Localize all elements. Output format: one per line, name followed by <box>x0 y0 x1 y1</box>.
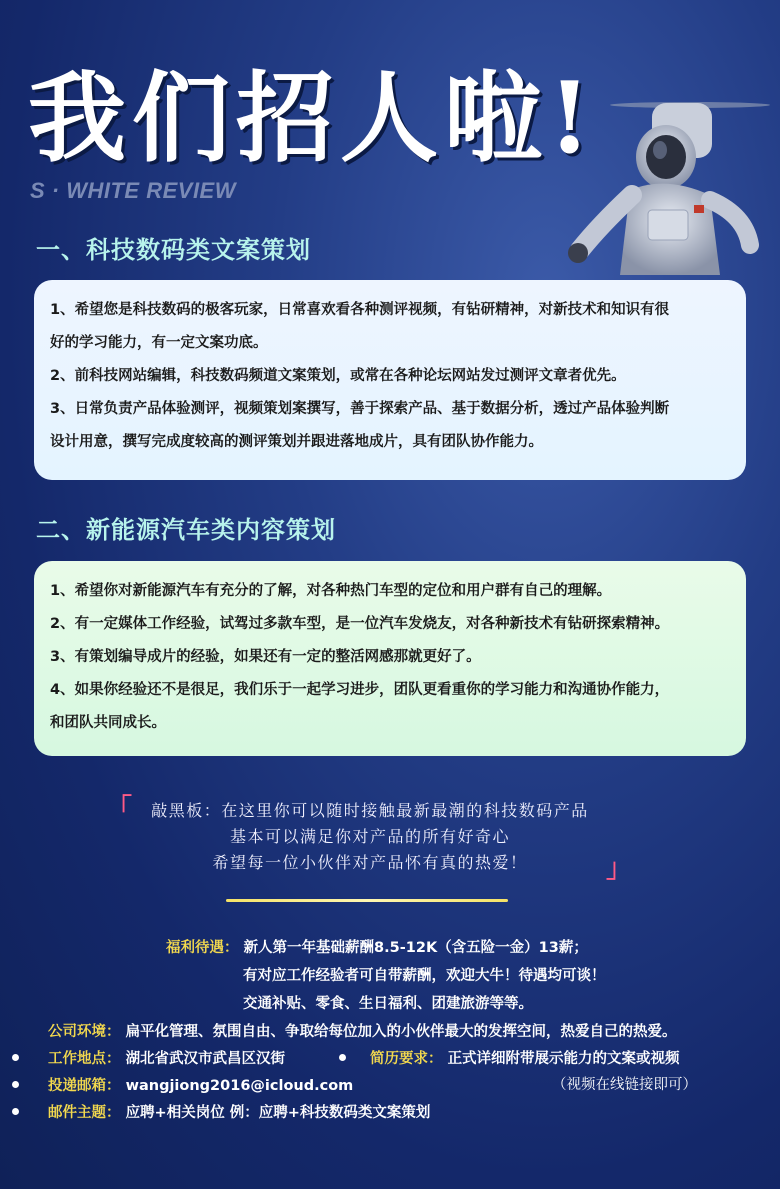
section-title-ev: 二、新能源汽车类内容策划 <box>36 516 336 544</box>
location-row <box>48 1047 285 1068</box>
requirement-line: 和团队共同成长。 <box>50 715 166 731</box>
quote-block <box>110 798 630 880</box>
bullet-dot-icon <box>339 1054 346 1061</box>
requirement-line: 3、有策划编导成片的经验，如果还有一定的整活网感那就更好了。 <box>50 649 481 665</box>
welfare-label: 福利待遇： <box>166 940 239 956</box>
quote-open-mark-icon: 「 <box>106 794 133 824</box>
subject-label: 邮件主题： <box>48 1105 121 1121</box>
resume-value: 正式详细附带展示能力的文案或视频 <box>447 1051 680 1067</box>
environment-row <box>48 1020 677 1041</box>
requirement-line: 2、前科技网站编辑，科技数码频道文案策划，或常在各种论坛网站发过测评文章者优先。 <box>50 368 626 384</box>
requirement-line: 设计用意，撰写完成度较高的测评策划并跟进落地成片，具有团队协作能力。 <box>50 434 543 450</box>
resume-note: （视频在线链接即可） <box>552 1077 697 1093</box>
requirement-line: 2、有一定媒体工作经验，试驾过多款车型，是一位汽车发烧友，对各种新技术有钻研探索精神。 <box>50 616 670 632</box>
quote-line: 敲黑板：在这里你可以随时接触最新最潮的科技数码产品 <box>151 801 589 820</box>
subject-value: 应聘+相关岗位 例：应聘+科技数码类文案策划 <box>125 1105 431 1121</box>
requirement-line: 4、如果你经验还不是很足，我们乐于一起学习进步，团队更看重你的学习能力和沟通协作能力， <box>50 682 670 698</box>
location-label: 工作地点： <box>48 1051 121 1067</box>
divider <box>226 899 508 902</box>
welfare-line: 交通补贴、零食、生日福利、团建旅游等等。 <box>243 996 533 1012</box>
bullet-dot-icon <box>12 1108 19 1115</box>
requirement-line: 1、希望您是科技数码的极客玩家，日常喜欢看各种测评视频，有钻研精神，对新技术和知识有很 <box>50 302 670 318</box>
brand-label: S · WHITE REVIEW <box>30 178 236 203</box>
resume-label: 简历要求： <box>370 1051 443 1067</box>
location-value: 湖北省武汉市武昌区汉街 <box>125 1051 286 1067</box>
email-label: 投递邮箱： <box>48 1078 121 1094</box>
section-title-tech: 一、科技数码类文案策划 <box>36 236 311 264</box>
subject-row <box>48 1101 430 1122</box>
requirement-line: 3、日常负责产品体验测评，视频策划案撰写，善于探索产品、基于数据分析，透过产品体验判断 <box>50 401 670 417</box>
quote-close-mark-icon: 」 <box>606 854 633 884</box>
welfare-line: 新人第一年基础薪酬8.5-12K（含五险一金）13薪； <box>243 940 588 956</box>
astronaut-illustration <box>560 95 770 285</box>
quote-line: 基本可以满足你对产品的所有好奇心 <box>229 827 510 846</box>
email-value[interactable]: wangjiong2016@icloud.com <box>125 1078 354 1094</box>
requirement-line: 好的学习能力，有一定文案功底。 <box>50 335 268 351</box>
email-row <box>48 1074 353 1095</box>
bullet-dot-icon <box>12 1081 19 1088</box>
environment-label: 公司环境： <box>48 1024 121 1040</box>
requirements-box-ev <box>34 561 746 756</box>
resume-row <box>370 1047 680 1068</box>
bullet-dot-icon <box>12 1054 19 1061</box>
welfare-row <box>166 936 588 957</box>
requirements-box-tech <box>34 280 746 480</box>
page-title: 我们招人啦! <box>28 61 598 176</box>
environment-value: 扁平化管理、氛围自由、争取给每位加入的小伙伴最大的发挥空间，热爱自己的热爱。 <box>125 1024 677 1040</box>
welfare-line: 有对应工作经验者可自带薪酬，欢迎大牛！待遇均可谈！ <box>243 968 606 984</box>
quote-line: 希望每一位小伙伴对产品怀有真的热爱！ <box>212 853 528 872</box>
requirement-line: 1、希望你对新能源汽车有充分的了解，对各种热门车型的定位和用户群有自己的理解。 <box>50 583 612 599</box>
